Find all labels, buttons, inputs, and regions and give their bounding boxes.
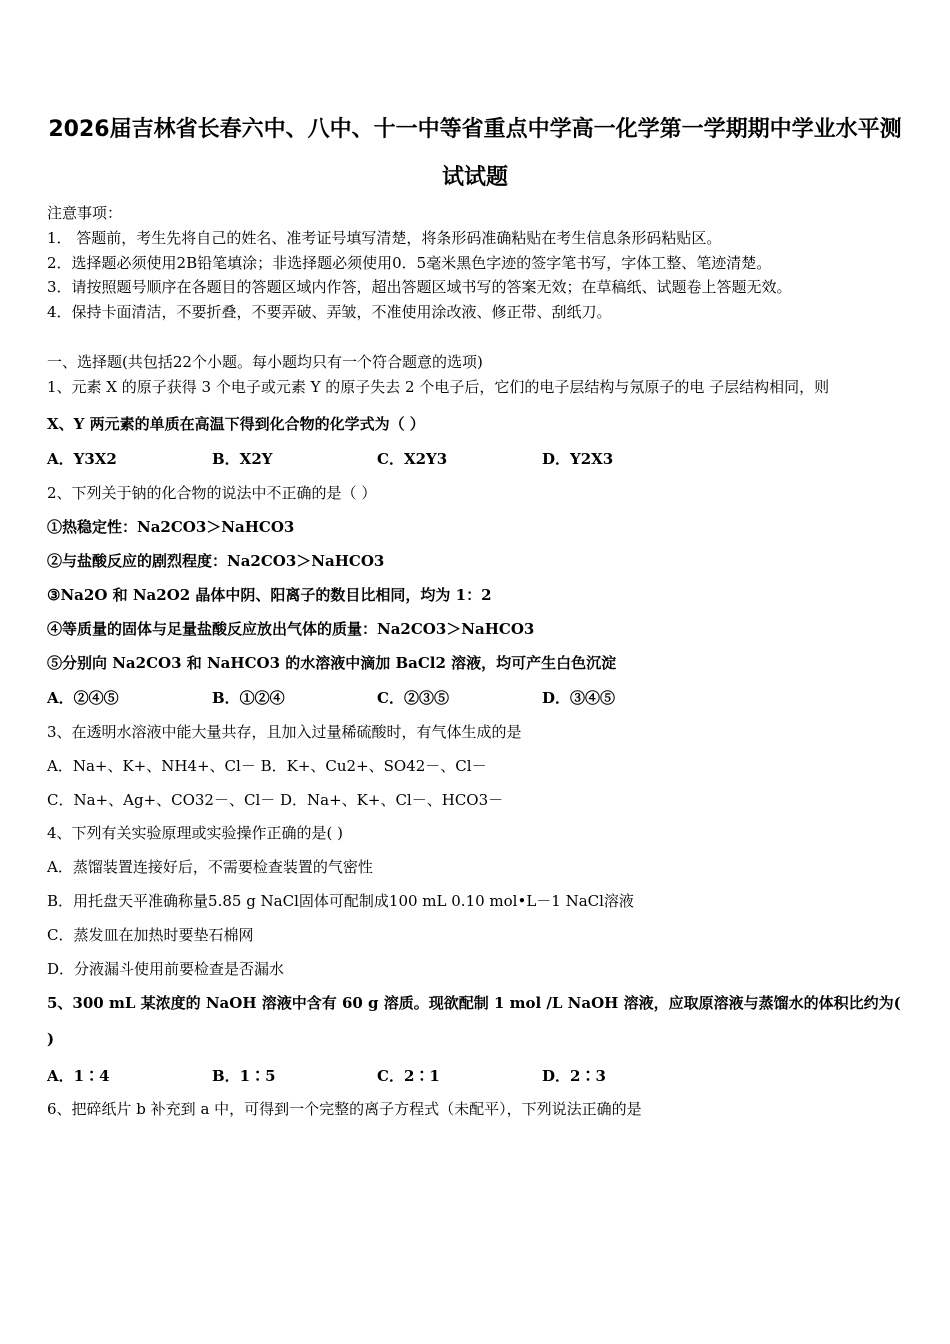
page-title-line2: 试试题 (441, 165, 508, 190)
q2-statement-1: ①热稳定性：Na2CO3＞NaHCO3 (47, 518, 295, 536)
q5-option-a: A．1∶4 (47, 1067, 110, 1085)
q2-option-a: A．②④⑤ (47, 689, 119, 707)
q2-statement-2: ②与盐酸反应的剧烈程度：Na2CO3＞NaHCO3 (47, 552, 385, 570)
q1-stem-line1: 1、元素 X 的原子获得 3 个电子或元素 Y 的原子失去 2 个电子后，它们的电子层结构与氖原子的电 子层结构相同，则 (47, 378, 830, 396)
notice-item-4: 4．保持卡面清洁，不要折叠，不要弄破、弄皱，不准使用涂改液、修正带、刮纸刀。 (47, 303, 612, 321)
notice-item-2: 2．选择题必须使用2B铅笔填涂；非选择题必须使用0．5毫米黑色字迹的签字笔书写，字体工整、笔迹清楚。 (47, 254, 772, 272)
section-heading: 一、选择题(共包括22个小题。每小题均只有一个符合题意的选项) (47, 353, 483, 371)
q2-option-d: D．③④⑤ (542, 689, 616, 707)
page-title-line1: 2026届吉林省长春六中、八中、十一中等省重点中学高一化学第一学期期中学业水平测 (48, 117, 902, 142)
q2-statement-3: ③Na2O 和 Na2O2 晶体中阴、阳离子的数目比相同，均为 1：2 (47, 586, 492, 604)
q6-stem: 6、把碎纸片 b 补充到 a 中，可得到一个完整的离子方程式（未配平），下列说法正确的是 (47, 1100, 642, 1118)
q3-options-ab: A．Na+、K+、NH4+、Cl－ B．K+、Cu2+、SO42－、Cl－ (47, 757, 487, 775)
notice-item-1: 1． 答题前，考生先将自己的姓名、准考证号填写清楚，将条形码准确粘贴在考生信息条形码粘贴区。 (47, 229, 722, 247)
q5-option-d: D．2∶3 (542, 1067, 606, 1085)
q1-option-a: A．Y3X2 (47, 450, 117, 468)
q5-stem-line1: 5、300 mL 某浓度的 NaOH 溶液中含有 60 g 溶质。现欲配制 1 mol /L NaOH 溶液，应取原溶液与蒸馏水的体积比约为( (47, 994, 901, 1012)
q4-option-b: B．用托盘天平准确称量5.85 g NaCl固体可配制成100 mL 0.10 mol•L－1 NaCl溶液 (47, 892, 634, 910)
q2-stem: 2、下列关于钠的化合物的说法中不正确的是（ ） (47, 484, 377, 502)
q3-stem: 3、在透明水溶液中能大量共存，且加入过量稀硫酸时，有气体生成的是 (47, 723, 522, 741)
notice-heading: 注意事项： (47, 204, 123, 222)
q4-stem: 4、下列有关实验原理或实验操作正确的是( ) (47, 824, 344, 842)
q2-option-b: B．①②④ (212, 689, 285, 707)
q3-options-cd: C．Na+、Ag+、CO32－、Cl－ D．Na+、K+、Cl－、HCO3－ (47, 791, 504, 809)
q5-option-b: B．1∶5 (212, 1067, 276, 1085)
q1-option-d: D．Y2X3 (542, 450, 614, 468)
q1-option-b: B．X2Y (212, 450, 273, 468)
q1-option-c: C．X2Y3 (377, 450, 448, 468)
notice-item-3: 3．请按照题号顺序在各题目的答题区域内作答，超出答题区域书写的答案无效；在草稿纸、试题卷上答题无效。 (47, 278, 792, 296)
q1-stem-line2: X、Y 两元素的单质在高温下得到化合物的化学式为（ ） (47, 415, 425, 433)
q5-option-c: C．2∶1 (377, 1067, 440, 1085)
q2-option-c: C．②③⑤ (377, 689, 449, 707)
q2-statement-5: ⑤分别向 Na2CO3 和 NaHCO3 的水溶液中滴加 BaCl2 溶液，均可产生白色沉淀 (47, 654, 617, 672)
q4-option-a: A．蒸馏装置连接好后，不需要检查装置的气密性 (47, 858, 373, 876)
q4-option-d: D．分液漏斗使用前要检查是否漏水 (47, 960, 285, 978)
q2-statement-4: ④等质量的固体与足量盐酸反应放出气体的质量：Na2CO3＞NaHCO3 (47, 620, 535, 638)
q4-option-c: C．蒸发皿在加热时要垫石棉网 (47, 926, 254, 944)
q5-stem-line2: ) (47, 1030, 55, 1048)
